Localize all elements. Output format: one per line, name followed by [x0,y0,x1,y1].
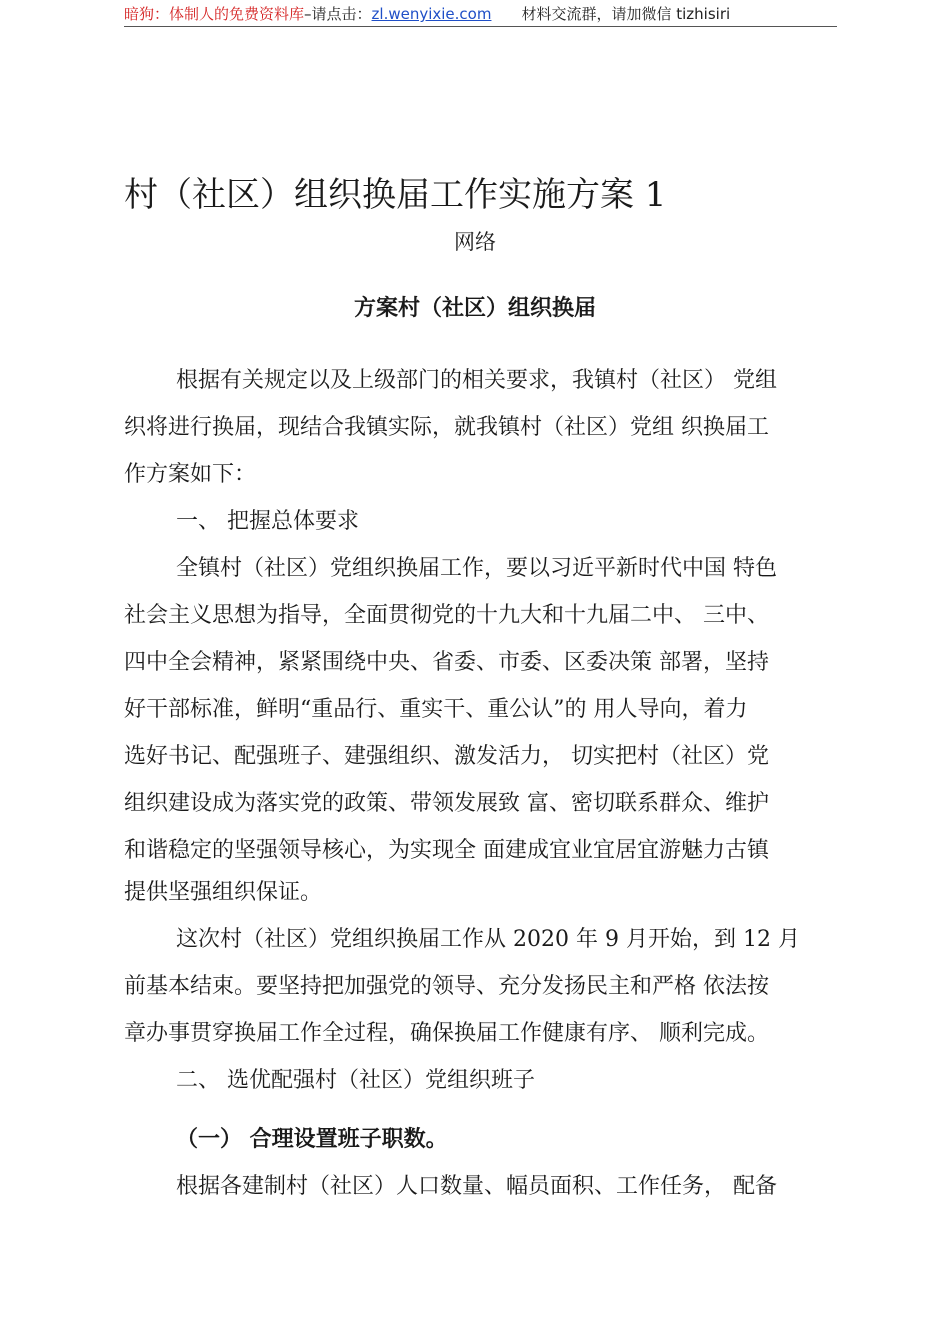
site-url-link[interactable]: zl.wenyixie.com [371,5,492,23]
paragraph-line: 全镇村（社区）党组织换届工作，要以习近平新时代中国 特色 [176,556,777,581]
paragraph-line: 好干部标准，鲜明“重品行、重实干、重公认”的 用人导向，着力 [124,697,748,722]
section-heading: 一、 把握总体要求 [176,509,359,534]
document-title: 村（社区）组织换届工作实施方案 1 [124,175,667,215]
section-heading: 二、 选优配强村（社区）党组织班子 [176,1068,535,1093]
paragraph-line: 选好书记、配强班子、建强组织、激发活力， 切实把村（社区）党 [124,744,769,769]
paragraph-line: 前基本结束。要坚持把加强党的领导、充分发扬民主和严格 依法按 [124,974,769,999]
paragraph-line: 根据有关规定以及上级部门的相关要求，我镇村（社区） 党组 [176,368,777,393]
paragraph-line: 根据各建制村（社区）人口数量、幅员面积、工作任务， 配备 [176,1174,777,1199]
paragraph-line: 章办事贯穿换届工作全过程，确保换届工作健康有序、 顺利完成。 [124,1021,769,1046]
paragraph-line: 组织建设成为落实党的政策、带领发展致 富、密切联系群众、维护 [124,791,769,816]
site-label: 暗狗：体制人的免费资料库 [124,5,305,23]
page-header [124,4,837,24]
document-source: 网络 [454,230,496,254]
paragraph-line: 这次村（社区）党组织换届工作从 2020 年 9 月开始，到 12 月 [176,927,800,952]
paragraph-line: 作方案如下： [124,462,257,487]
paragraph-line: 社会主义思想为指导，全面贯彻党的十九大和十九届二中、 三中、 [124,603,769,628]
paragraph-line: 四中全会精神，紧紧围绕中央、省委、市委、区委决策 部署，坚持 [124,650,769,675]
paragraph-line: 和谐稳定的坚强领导核心，为实现全 面建成宜业宜居宜游魅力古镇 [124,838,769,863]
paragraph-line: 提供坚强组织保证。 [124,880,323,905]
subsection-heading: （一） 合理设置班子职数。 [176,1127,448,1152]
click-prompt: –请点击： [304,5,372,23]
header-divider [124,26,837,27]
document-subtitle: 方案村（社区）组织换届 [353,296,596,321]
wechat-note: 材料交流群，请加微信 tizhisiri [521,5,731,23]
paragraph-line: 织将进行换届，现结合我镇实际，就我镇村（社区）党组 织换届工 [124,415,769,440]
